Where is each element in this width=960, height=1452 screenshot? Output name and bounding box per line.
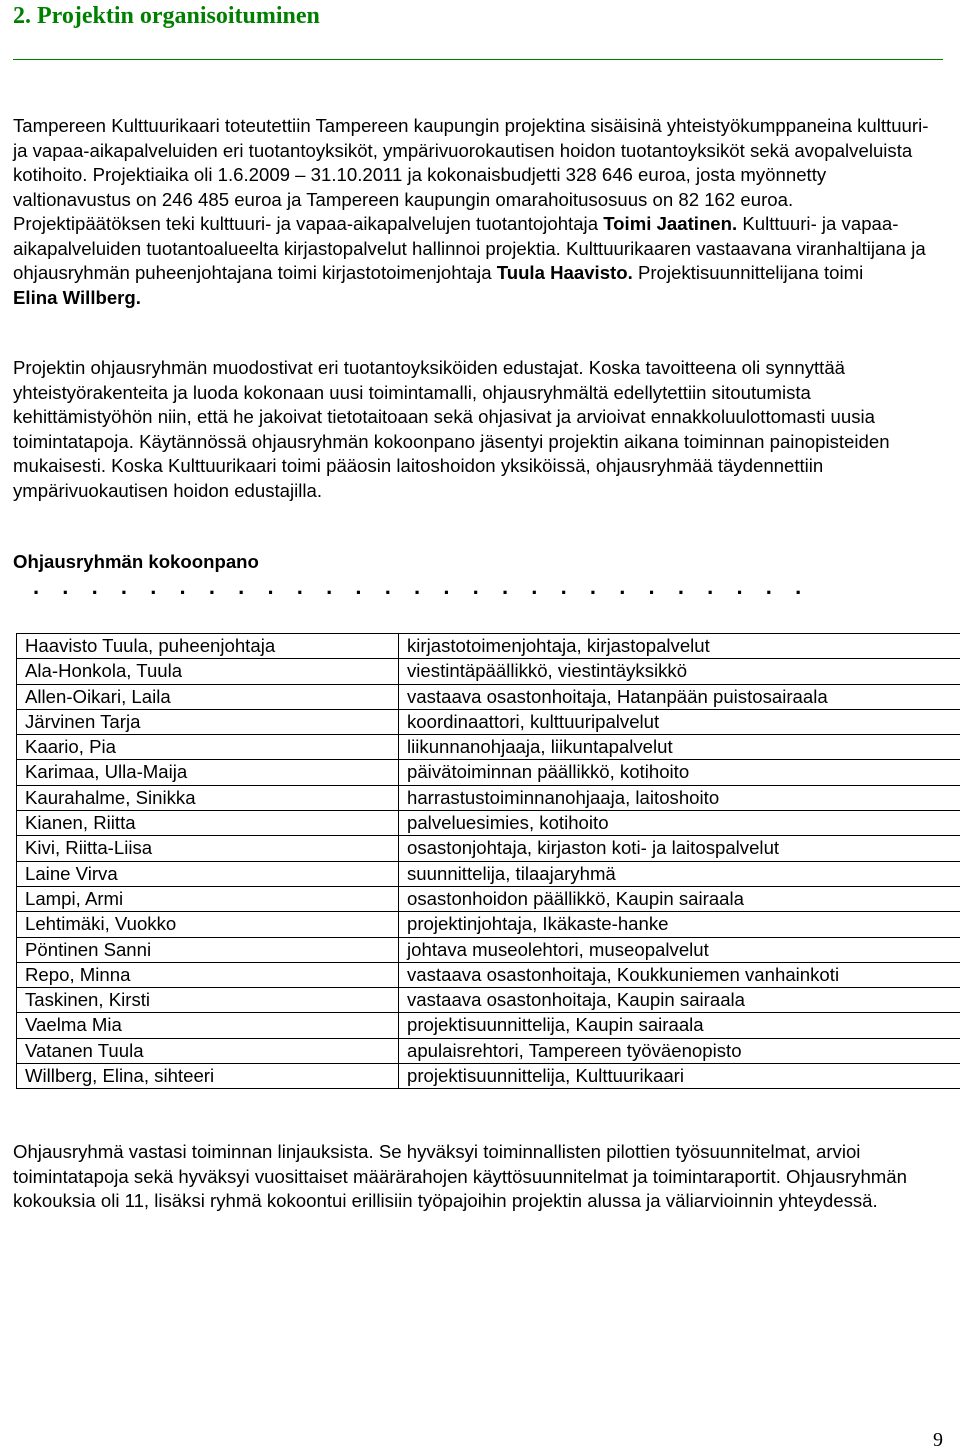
- intro-bold-2: Tuula Haavisto.: [497, 262, 633, 283]
- member-role-cell: osastonjohtaja, kirjaston koti- ja laitospalvelut: [399, 836, 960, 861]
- member-name-cell: Lampi, Armi: [17, 886, 399, 911]
- table-row: [17, 962, 960, 987]
- intro-paragraph: [13, 114, 945, 310]
- member-role-cell: kirjastotoimenjohtaja, kirjastopalvelut: [399, 634, 960, 659]
- intro-bold-1: Toimi Jaatinen.: [603, 213, 737, 234]
- heading-underline: [13, 59, 943, 60]
- member-name-cell: Järvinen Tarja: [17, 709, 399, 734]
- member-name-cell: Kaario, Pia: [17, 735, 399, 760]
- intro-text-3: Projektisuunnittelijana toimi: [633, 262, 863, 283]
- closing-paragraph: Ohjausryhmä vastasi toiminnan linjauksista. Se hyväksyi toiminnallisten pilottien työsuunnitelmat, arvioi toimintatapoja sekä hyväksyi vuosittaiset määrärahojen käyttösuunnitelmat ja toimintaraportit. Ohjausryhmän kokouksia oli 11, lisäksi ryhmä kokoontui erillisiin työpajoihin projektin alussa ja väliarvioinnin yhteydessä.: [13, 1140, 945, 1214]
- table-row: [17, 785, 960, 810]
- member-role-cell: päivätoiminnan päällikkö, kotihoito: [399, 760, 960, 785]
- member-name-cell: Ala-Honkola, Tuula: [17, 659, 399, 684]
- member-role-cell: projektisuunnittelija, Kaupin sairaala: [399, 1013, 960, 1038]
- table-row: [17, 988, 960, 1013]
- member-role-cell: osastonhoidon päällikkö, Kaupin sairaala: [399, 886, 960, 911]
- member-role-cell: projektinjohtaja, Ikäkaste-hanke: [399, 912, 960, 937]
- intro-text-1: Tampereen Kulttuurikaari toteutettiin Tampereen kaupungin projektina sisäisinä yhteistyökumppaneina kulttuuri- ja vapaa-aikapalveluiden eri tuotantoyksiköt, ympärivuorokautisen hoidon tuotantoyksiköt sekä avopalveluista kotihoito. Projektiaika oli 1.6.2009 – 31.10.2011 ja kokonaisbudjetti 328 646 euroa, josta myönnetty valtionavustus on 246 485 euroa ja Tampereen kaupungin omarahoitusosuus on 82 162 euroa. Projektipäätöksen teki kulttuuri- ja vapaa-aikapalvelujen tuotantojohtaja: [13, 115, 928, 234]
- page-number: 9: [933, 1429, 943, 1452]
- member-role-cell: viestintäpäällikkö, viestintäyksikkö: [399, 659, 960, 684]
- member-role-cell: palveluesimies, kotihoito: [399, 811, 960, 836]
- intro-bold-3: Elina Willberg.: [13, 287, 141, 308]
- dotted-separator: ...........................: [33, 574, 824, 600]
- table-row: [17, 735, 960, 760]
- table-row: [17, 634, 960, 659]
- member-name-cell: Repo, Minna: [17, 962, 399, 987]
- member-role-cell: projektisuunnittelija, Kulttuurikaari: [399, 1064, 960, 1089]
- member-name-cell: Taskinen, Kirsti: [17, 988, 399, 1013]
- table-row: [17, 684, 960, 709]
- table-row: [17, 836, 960, 861]
- intro-text-2: Kulttuuri- ja vapaa-aikapalveluiden tuotantoalueelta kirjastopalvelut hallinnoi projektia. Kulttuurikaaren vastaavana viranhaltijana ja ohjausryhmän puheenjohtajana toimi kirjastotoimenjohtaja: [13, 213, 926, 283]
- table-row: [17, 659, 960, 684]
- member-name-cell: Vaelma Mia: [17, 1013, 399, 1038]
- member-role-cell: vastaava osastonhoitaja, Koukkuniemen vanhainkoti: [399, 962, 960, 987]
- member-role-cell: liikunnanohjaaja, liikuntapalvelut: [399, 735, 960, 760]
- member-name-cell: Vatanen Tuula: [17, 1038, 399, 1063]
- table-row: [17, 760, 960, 785]
- member-name-cell: Laine Virva: [17, 861, 399, 886]
- section-heading: 2. Projektin organisoituminen: [13, 3, 320, 30]
- member-name-cell: Allen-Oikari, Laila: [17, 684, 399, 709]
- table-row: [17, 912, 960, 937]
- member-name-cell: Pöntinen Sanni: [17, 937, 399, 962]
- table-row: [17, 937, 960, 962]
- table-row: [17, 1064, 960, 1089]
- member-role-cell: harrastustoiminnanohjaaja, laitoshoito: [399, 785, 960, 810]
- member-name-cell: Willberg, Elina, sihteeri: [17, 1064, 399, 1089]
- member-name-cell: Kivi, Riitta-Liisa: [17, 836, 399, 861]
- member-role-cell: koordinaattori, kulttuuripalvelut: [399, 709, 960, 734]
- member-name-cell: Kianen, Riitta: [17, 811, 399, 836]
- member-role-cell: johtava museolehtori, museopalvelut: [399, 937, 960, 962]
- member-role-cell: apulaisrehtori, Tampereen työväenopisto: [399, 1038, 960, 1063]
- steering-paragraph: Projektin ohjausryhmän muodostivat eri tuotantoyksiköiden edustajat. Koska tavoitteena oli synnyttää yhteistyörakenteita ja luoda kokonaan uusi toimintamalli, ohjausryhmältä edellytettiin sitoutumista kehittämistyöhön niin, että he jakoivat tietotaitoaan sekä ohjasivat ja arvioivat ennakkoluulottomasti uusia toimintatapoja. Käytännössä ohjausryhmän kokoonpano jäsentyi projektin aikana toiminnan painopisteiden mukaisesti. Koska Kulttuurikaari toimi pääosin laitoshoidon yksiköissä, ohjausryhmää täydennettiin ympärivuokautisen hoidon edustajilla.: [13, 356, 945, 503]
- members-table: [16, 633, 960, 1089]
- table-row: [17, 811, 960, 836]
- table-row: [17, 1038, 960, 1063]
- member-role-cell: vastaava osastonhoitaja, Kaupin sairaala: [399, 988, 960, 1013]
- members-table-body: [17, 634, 960, 1089]
- table-row: [17, 1013, 960, 1038]
- table-row: [17, 861, 960, 886]
- member-role-cell: vastaava osastonhoitaja, Hatanpään puistosairaala: [399, 684, 960, 709]
- table-row: [17, 886, 960, 911]
- member-role-cell: suunnittelija, tilaajaryhmä: [399, 861, 960, 886]
- member-name-cell: Haavisto Tuula, puheenjohtaja: [17, 634, 399, 659]
- member-name-cell: Lehtimäki, Vuokko: [17, 912, 399, 937]
- table-row: [17, 709, 960, 734]
- member-name-cell: Kaurahalme, Sinikka: [17, 785, 399, 810]
- member-name-cell: Karimaa, Ulla-Maija: [17, 760, 399, 785]
- members-subheading: Ohjausryhmän kokoonpano: [13, 551, 259, 573]
